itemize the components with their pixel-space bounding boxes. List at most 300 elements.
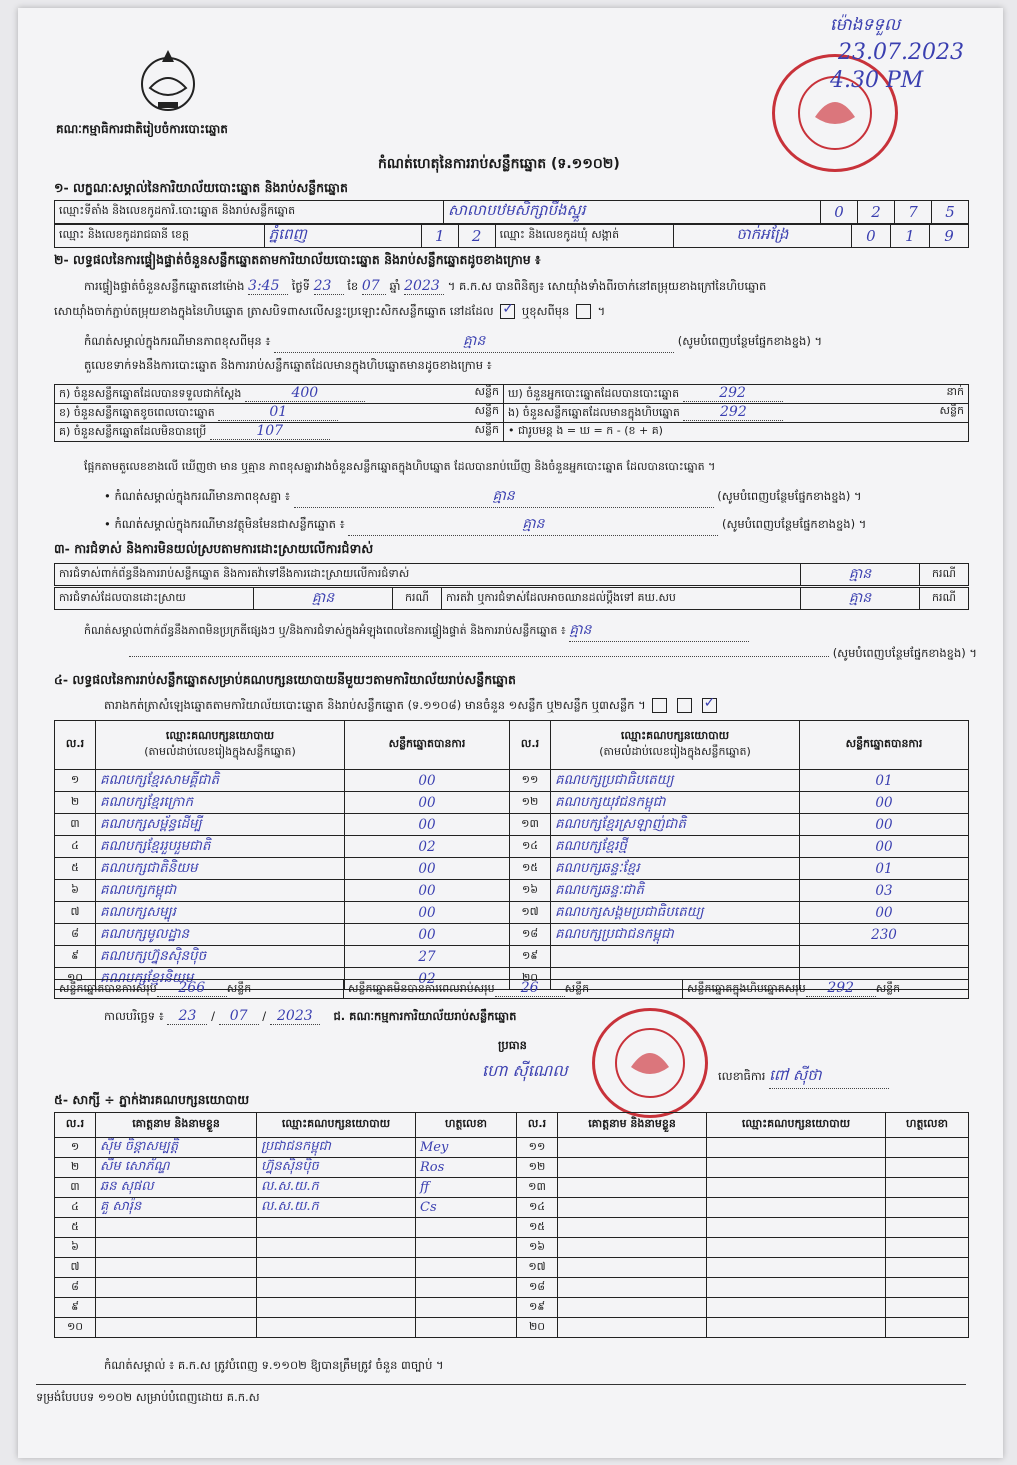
witness-signature (416, 1278, 517, 1298)
col-name: គោត្តនាម និងនាមខ្លួន (558, 1113, 707, 1138)
value: 266 (157, 980, 227, 997)
witness-party (707, 1298, 886, 1318)
witness-party (707, 1238, 886, 1258)
row-no: ១៣ (517, 1178, 558, 1198)
table-row (55, 946, 969, 968)
row-no: ១៤ (510, 836, 551, 858)
text: (សូមបំពេញបន្ថែមផ្នែកខាងខ្នង) ។ (721, 517, 867, 531)
code-digit: 7 (895, 201, 932, 224)
signing-date: កាលបរិច្ឆេទ ៖ 23 / 07 / 2023 ជ. គណៈកម្មការការិយាល័យរាប់សន្លឹកឆ្នោត (104, 1008, 517, 1024)
table-row (55, 1298, 969, 1318)
witness-party (257, 1258, 416, 1278)
province-label: ឈ្មោះ និងលេខកូដរាជធានី ខេត្ត (55, 225, 265, 248)
text: • កំណត់សម្គាល់ក្នុងករណីមានភាពខុសគ្នា ៖ (104, 489, 290, 503)
row-no: ១០ (55, 968, 96, 990)
difference-note-value: គ្មាន (274, 331, 674, 353)
row-no: ១៧ (517, 1258, 558, 1278)
text: សោយ៉ាំងចាក់ភ្ជាប់តម្រុយខាងក្នុងនៃហិបឆ្នោត ត្រាសបិទពាសលើសន្ទះប្រឡោះសិកសន្លឹកឆ្នោត នៅដដែល (54, 304, 494, 318)
year-value: 2023 (404, 278, 444, 295)
witness-name: សឹម សោភ័ណ្ឌ (96, 1158, 257, 1178)
witness-party (707, 1178, 886, 1198)
value: 26 (495, 980, 565, 997)
text: លេខាធិការ (718, 1069, 766, 1083)
vote-count: 01 (800, 858, 969, 880)
code-digit: 2 (858, 201, 895, 224)
figure-row-a (55, 385, 504, 404)
party-name: គណបក្សសម្ព័ន្ធដើម្បី (96, 814, 345, 836)
witness-signature (416, 1258, 517, 1278)
unit: ករណី (393, 588, 442, 610)
row-no: ១១ (510, 770, 551, 792)
row-no: ២ (55, 1158, 96, 1178)
witness-signature (416, 1298, 517, 1318)
text: ឃ) ចំនួនអ្នកបោះឆ្នោតដែលបានបោះឆ្នោត (508, 387, 680, 400)
committee-stamp (592, 1008, 708, 1118)
witness-name (96, 1238, 257, 1258)
time-value: 3:45 (248, 278, 288, 295)
value: 07 (219, 1008, 259, 1025)
witness-name (558, 1218, 707, 1238)
row-no: ១៨ (517, 1278, 558, 1298)
text: (សូមបំពេញបន្ថែមផ្នែកខាងខ្នង) ។ (832, 646, 977, 660)
vote-count: 00 (800, 814, 969, 836)
location-table (54, 200, 969, 224)
value: 292 (806, 980, 876, 997)
vote-count (800, 946, 969, 968)
row-no: ១២ (517, 1158, 558, 1178)
witness-name (558, 1138, 707, 1158)
text: ឬខុសពីមុន (521, 304, 570, 318)
form-id: ទម្រង់បែបបទ ១១០២ សម្រាប់បំពេញដោយ គ.ក.ស (36, 1390, 260, 1404)
witness-name (558, 1318, 707, 1338)
witness-name (558, 1198, 707, 1218)
unchanged-checkbox[interactable] (500, 304, 515, 319)
party-name: គណបក្សខ្មែរស្រឡាញ់ជាតិ (551, 814, 800, 836)
unit: សន្លឹក (474, 385, 499, 398)
results-table (54, 720, 969, 990)
text: • កំណត់សម្គាល់ក្នុងករណីមានវត្ថុមិនមែនជាសន្លឹកឆ្នោត ៖ (104, 517, 345, 531)
text: (តាមលំដាប់លេខរៀងក្នុងសន្លឹកឆ្នោត) (144, 745, 296, 758)
value: គ្មាន (294, 486, 714, 508)
party-name: គណបក្សជាតិនិយម (96, 858, 345, 880)
text: ជ. គណៈកម្មការការិយាល័យរាប់សន្លឹកឆ្នោត (333, 1009, 517, 1023)
vote-count: 02 (345, 836, 510, 858)
table-row (55, 1158, 969, 1178)
witness-signature (416, 1218, 517, 1238)
figures-intro: តួលេខទាក់ទងនឹងការបោះឆ្នោត និងការរាប់សន្លឹកឆ្នោតដែលមានក្នុងហិបឆ្នោតមានដូចខាងក្រោម ៖ (84, 358, 492, 372)
party-name: គណបក្សមូលដ្ឋាន (96, 924, 345, 946)
row-no: ២០ (510, 968, 551, 990)
discrepancy-line: ផ្អែកតាមតួលេខខាងលើ ឃើញថា មាន ឬគ្មាន ភាពខុសគ្នារវាងចំនួនសន្លឹកឆ្នោតក្នុងហិបឆ្នោត ដែលបានរាប់ឃើញ និងចំនួនអ្នកបោះឆ្នោត ដែលបានបោះឆ្នោត ។ (84, 460, 716, 473)
province-table (54, 224, 969, 248)
unit: ករណី (920, 588, 969, 610)
box-total (683, 980, 969, 999)
witness-signature (886, 1178, 969, 1198)
irregularity-note (84, 620, 749, 642)
vote-count: 01 (800, 770, 969, 792)
location-value: សាលាបឋមសិក្សាបឹងស្នួរ (444, 201, 821, 224)
witness-signature (886, 1318, 969, 1338)
unit: សន្លឹក (939, 404, 964, 417)
objections-table (54, 563, 969, 586)
section-5-heading: ៥- សាក្សី ÷ ភ្នាក់ងារគណបក្សនយោបាយ (54, 1092, 250, 1107)
witness-party (707, 1318, 886, 1338)
table-row (55, 770, 969, 792)
witness-party (707, 1158, 886, 1178)
table-row (55, 836, 969, 858)
page-title: កំណត់ហេតុនៃការរាប់សន្លឹកឆ្នោត (ទ.១១០២) (378, 156, 620, 172)
foreign-object-note (104, 514, 866, 536)
vote-count: 03 (800, 880, 969, 902)
witness-table (54, 1112, 969, 1338)
party-name: គណបក្សឆន្ទៈខ្មែរ (551, 858, 800, 880)
figure-row-b (55, 404, 504, 423)
valid-total (55, 980, 344, 999)
verification-time-line (84, 278, 766, 296)
unit: សន្លឹក (564, 982, 590, 995)
code-digit: 2 (458, 225, 495, 248)
col-name: គោត្តនាម និងនាមខ្លួន (96, 1113, 257, 1138)
value: 292 (683, 385, 783, 402)
party-name: គណបក្សប្រជាធិបតេយ្យ (551, 770, 800, 792)
form-page (18, 8, 1003, 1458)
vote-count: 230 (800, 924, 969, 946)
figure-row-d (504, 385, 969, 404)
text: សន្លឹកឆ្នោតក្នុងហិបឆ្នោតសរុប (687, 982, 806, 995)
party-name: គណបក្សឆន្ទៈជាតិ (551, 880, 800, 902)
commune-value: ចាក់អង្រែ (673, 225, 851, 248)
day-value: 23 (314, 278, 344, 295)
discrepancy-note (104, 486, 862, 508)
row-no: ១ (55, 1138, 96, 1158)
row-no: ១៣ (510, 814, 551, 836)
witness-signature (886, 1298, 969, 1318)
party-name: គណបក្សហ្វ៊ុនស៊ិនប៉ិច (96, 946, 345, 968)
witness-name (558, 1238, 707, 1258)
party-name: គណបក្សកម្ពុជា (96, 880, 345, 902)
text: ឈ្មោះគណបក្សនយោបាយ (165, 729, 275, 742)
text: ក) ចំនួនសន្លឹកឆ្នោតដែលបានទទួលជាក់ស្តែង (59, 387, 242, 400)
row-no: ១៥ (517, 1218, 558, 1238)
witness-party (707, 1278, 886, 1298)
resolved-value: គ្មាន (254, 588, 393, 610)
month-value: 07 (362, 278, 386, 295)
unit: សន្លឹក (226, 982, 252, 995)
text: តារាងកត់ត្រាសំឡេងឆ្នោតតាមការិយាល័យបោះឆ្នោត និងរាប់សន្លឹកឆ្នោត (ទ.១១០៨) មានចំនួន ១សន្លឹក ឬ២សន្លឹក ឬ៣សន្លឹក ។ (104, 698, 646, 712)
text: ឆ្នាំ (389, 279, 401, 293)
invalid-total (344, 980, 683, 999)
value: គ្មាន (569, 620, 749, 642)
table-row (55, 1318, 969, 1338)
party-name: គណបក្សខ្មែរក្រោក (96, 792, 345, 814)
witness-signature (886, 1218, 969, 1238)
vote-count: 00 (345, 880, 510, 902)
text: ថ្ងៃទី (291, 279, 310, 293)
col-no: ល.រ (55, 1113, 96, 1138)
witness-party: ប្រជាជនកម្ពុជា (257, 1138, 416, 1158)
row-no: ២ (55, 792, 96, 814)
code-digit: 0 (821, 201, 858, 224)
table-row (55, 792, 969, 814)
table-row (55, 1138, 969, 1158)
objection-label: ការជំទាស់ពាក់ព័ន្ធនឹងការរាប់សន្លឹកឆ្នោត និងការតវ៉ាទៅនឹងការដោះស្រាយលើការជំទាស់ (55, 564, 801, 586)
org-name: គណៈកម្មាធិការជាតិរៀបចំការបោះឆ្នោត (56, 122, 228, 136)
witness-party: ល.ស.យ.ក (257, 1178, 416, 1198)
witness-signature: Mey (416, 1138, 517, 1158)
section-1-heading: ១- លក្ខណៈសម្គាល់នៃការិយាល័យបោះឆ្នោត និងរាប់សន្លឹកឆ្នោត (54, 180, 348, 195)
value: 2023 (270, 1008, 320, 1025)
vote-count: 00 (345, 814, 510, 836)
code-digit: 0 (851, 225, 890, 248)
col-votes: សន្លឹកឆ្នោតបានការ (345, 721, 510, 770)
witness-signature (886, 1258, 969, 1278)
footnote: កំណត់សម្គាល់ ៖ គ.ក.ស ត្រូវបំពេញ ទ.១១០២ ឱ្យបានត្រឹមត្រូវ ចំនួន ៣ច្បាប់ ។ (104, 1358, 444, 1372)
text: ខែ (347, 279, 359, 293)
row-no: ៧ (55, 1258, 96, 1278)
party-name: គណបក្សយុវជនកម្ពុជា (551, 792, 800, 814)
witness-party (257, 1238, 416, 1258)
section-3-heading: ៣- ការជំទាស់ និងការមិនយល់ស្របតាមការដោះស្រាយលើការជំទាស់ (54, 541, 374, 556)
one-sheet-checkbox[interactable] (652, 698, 667, 713)
received-date: 23.07.2023 (838, 40, 964, 65)
difference-note-line (84, 331, 984, 353)
text: (តាមលំដាប់លេខរៀងក្នុងសន្លឹកឆ្នោត) (599, 745, 751, 758)
province-value: ភ្នំពេញ (264, 225, 421, 248)
witness-name: ឆន សុផល (96, 1178, 257, 1198)
row-no: ៤ (55, 1198, 96, 1218)
table-row (55, 1278, 969, 1298)
witness-signature (886, 1138, 969, 1158)
appeal-value: គ្មាន (801, 588, 920, 610)
vote-count: 00 (345, 902, 510, 924)
chair-label: ប្រធាន (498, 1038, 527, 1052)
objection-value: គ្មាន (801, 564, 920, 586)
witness-name (96, 1218, 257, 1238)
row-no: ៥ (55, 1218, 96, 1238)
witness-signature (886, 1158, 969, 1178)
row-no: ១ (55, 770, 96, 792)
row-no: ១៩ (517, 1298, 558, 1318)
text: កាលបរិច្ឆេទ ៖ (104, 1009, 164, 1023)
table-row (55, 1258, 969, 1278)
row-no: ៤ (55, 836, 96, 858)
witness-signature (886, 1278, 969, 1298)
row-no: ៥ (55, 858, 96, 880)
witness-party: ល.ស.យ.ក (257, 1198, 416, 1218)
vote-count: 00 (345, 770, 510, 792)
table-row (55, 858, 969, 880)
location-label: ឈ្មោះទីតាំង និងលេខកូដការិ.បោះឆ្នោត និងរាប់សន្លឹកឆ្នោត (55, 201, 444, 224)
witness-name (96, 1278, 257, 1298)
code-digit: 1 (421, 225, 458, 248)
formula: • ជារូបមន្ត ង = ឃ = ក - (ខ + គ) (504, 423, 969, 442)
row-no: ៧ (55, 902, 96, 924)
witness-name (558, 1158, 707, 1178)
col-sign: ហត្ថលេខា (416, 1113, 517, 1138)
totals-table (54, 979, 969, 999)
value: គ្មាន (348, 514, 718, 536)
row-no: ៨ (55, 1278, 96, 1298)
party-name: គណបក្សប្រជាជនកម្ពុជា (551, 924, 800, 946)
row-no: ១៩ (510, 946, 551, 968)
row-no: ១៦ (517, 1238, 558, 1258)
section-2-heading: ២- លទ្ធផលនៃការផ្ទៀងផ្ទាត់ចំនួនសន្លឹកឆ្នោតតាមការិយាល័យបោះឆ្នោត និងរាប់សន្លឹកឆ្នោតដូចខាងក្រោម ៖ (54, 252, 541, 267)
row-no: ១៦ (510, 880, 551, 902)
objections-table-2 (54, 587, 969, 610)
witness-signature (416, 1238, 517, 1258)
section-4-heading: ៤- លទ្ធផលនៃការរាប់សន្លឹកឆ្នោតសម្រាប់គណបក្សនយោបាយនីមួយៗតាមការិយាល័យរាប់សន្លឹកឆ្នោត (54, 672, 516, 687)
seal-check-line: សោយ៉ាំងចាក់ភ្ជាប់តម្រុយខាងក្នុងនៃហិបឆ្នោត ត្រាសបិទពាសលើសន្ទះប្រឡោះសិកសន្លឹកឆ្នោត នៅដដែល ✓ ឬខុសពីមុន ។ (54, 304, 605, 321)
row-no: ១៥ (510, 858, 551, 880)
table-row (55, 1198, 969, 1218)
code-digit: 5 (932, 201, 969, 224)
vote-count: 00 (800, 836, 969, 858)
vote-count: 27 (345, 946, 510, 968)
witness-party (257, 1318, 416, 1338)
witness-party (707, 1138, 886, 1158)
secretary-signature: ពៅ ស៊ីថា (769, 1066, 889, 1089)
blank-line (129, 656, 829, 657)
received-time: 4.30 PM (830, 68, 924, 93)
row-no: ១៧ (510, 902, 551, 924)
code-digit: 1 (890, 225, 929, 248)
row-no: ៩ (55, 1298, 96, 1318)
col-no: ល.រ (55, 721, 96, 770)
witness-party (257, 1298, 416, 1318)
fill-note (84, 646, 977, 663)
value: 400 (245, 385, 365, 402)
party-name: គណបក្សសម្បុរ (96, 902, 345, 924)
value: 107 (210, 423, 330, 440)
col-sign: ហត្ថលេខា (886, 1113, 969, 1138)
unit: នាក់ (946, 385, 964, 398)
text: សន្លឹកឆ្នោតមិនបានការពេលរាប់សរុប (348, 982, 495, 995)
witness-name (558, 1298, 707, 1318)
witness-party (257, 1278, 416, 1298)
party-name: គណបក្សខ្មែរនិយម (96, 968, 345, 990)
col-party: ឈ្មោះគណបក្សនយោបាយ (707, 1113, 886, 1138)
witness-signature (886, 1198, 969, 1218)
witness-name (558, 1178, 707, 1198)
text: កំណត់សម្គាល់ពាក់ព័ន្ធនឹងភាពមិនប្រក្រតីផ្សេងៗ ឬ/និងការជំទាស់ក្នុងអំឡុងពេលនៃការផ្ទៀងផ្ទាត់ និងការរាប់សន្លឹកឆ្នោត ៖ (84, 624, 566, 637)
row-no: ១០ (55, 1318, 96, 1338)
witness-signature: Cs (416, 1198, 517, 1218)
col-votes: សន្លឹកឆ្នោតបានការ (800, 721, 969, 770)
row-no: ១២ (510, 792, 551, 814)
party-name (551, 946, 800, 968)
text: (សូមបំពេញបន្ថែមផ្នែកខាងខ្នង) ។ (677, 334, 823, 348)
witness-signature (416, 1318, 517, 1338)
two-sheet-checkbox[interactable] (677, 698, 692, 713)
text: ខ) ចំនួនសន្លឹកឆ្នោតខូចពេលបោះឆ្នោត (59, 406, 215, 419)
row-no: ២០ (517, 1318, 558, 1338)
witness-name (96, 1298, 257, 1318)
text: (សូមបំពេញបន្ថែមផ្នែកខាងខ្នង) ។ (717, 489, 862, 503)
col-no: ល.រ (517, 1113, 558, 1138)
text: ឈ្មោះគណបក្សនយោបាយ (620, 729, 730, 742)
text: ។ គ.ក.ស បានពិនិត្យ៖ សោយ៉ាំងទាំងពីរចាក់នៅតម្រុយខាងក្រៅនៃហិបឆ្នោត (447, 279, 767, 293)
emblem-icon (136, 44, 200, 116)
table-row (55, 1178, 969, 1198)
table-row (55, 1218, 969, 1238)
secretary-line (718, 1066, 889, 1089)
witness-signature: ff (416, 1178, 517, 1198)
text: កំណត់សម្គាល់ក្នុងករណីមានភាពខុសពីមុន ៖ (84, 334, 271, 348)
text: គ) ចំនួនសន្លឹកឆ្នោតដែលមិនបានប្រើ (59, 425, 207, 438)
value: 23 (167, 1008, 207, 1025)
table-row (55, 814, 969, 836)
unit: សន្លឹក (474, 423, 499, 436)
value: 292 (683, 404, 783, 421)
row-no: ៩ (55, 946, 96, 968)
divider (36, 1384, 966, 1385)
value: 01 (218, 404, 338, 421)
witness-name (96, 1318, 257, 1338)
col-party (96, 721, 345, 770)
figure-row-e (504, 404, 969, 423)
table-row (55, 1238, 969, 1258)
unit: សន្លឹក (474, 404, 499, 417)
vote-count: 00 (345, 858, 510, 880)
witness-party (257, 1218, 416, 1238)
unit: ករណី (920, 564, 969, 586)
row-no: ៣ (55, 1178, 96, 1198)
figure-row-c (55, 423, 504, 442)
vote-count: 00 (800, 902, 969, 924)
witness-name (558, 1258, 707, 1278)
witness-name (558, 1278, 707, 1298)
vote-count: 00 (800, 792, 969, 814)
changed-checkbox[interactable] (576, 304, 591, 319)
row-no: ៦ (55, 880, 96, 902)
text: ង) ចំនួនសន្លឹកឆ្នោតដែលមានក្នុងហិបឆ្នោត (508, 406, 680, 419)
col-party: ឈ្មោះគណបក្សនយោបាយ (257, 1113, 416, 1138)
witness-party (707, 1198, 886, 1218)
witness-name: គួ សារ៉ុន (96, 1198, 257, 1218)
col-party (551, 721, 800, 770)
witness-party: ហ្វ៊ុនស៊ិនប៉ិច (257, 1158, 416, 1178)
witness-signature (886, 1238, 969, 1258)
row-no: ៦ (55, 1238, 96, 1258)
resolved-label: ការជំទាស់ដែលបានដោះស្រាយ (55, 588, 254, 610)
unit: សន្លឹក (875, 982, 901, 995)
table-row (55, 902, 969, 924)
tally-sheet-line (104, 698, 720, 715)
row-no: ៣ (55, 814, 96, 836)
row-no: ៨ (55, 924, 96, 946)
text: ការផ្ទៀងផ្ទាត់ចំនួនសន្លឹកឆ្នោតនៅម៉ោង (84, 279, 245, 293)
text: សន្លឹកឆ្នោតបានការសរុប (59, 982, 157, 995)
chair-signature: ហោ ស៊ីណេល (482, 1061, 568, 1080)
witness-party (707, 1258, 886, 1278)
table-row (55, 924, 969, 946)
figures-table (54, 384, 969, 442)
received-time-label: ម៉ោងទទួល (830, 15, 901, 35)
party-name: គណបក្សខ្មែរថ្មី (551, 836, 800, 858)
three-sheet-checkbox[interactable] (702, 698, 717, 713)
party-name: គណបក្សខ្មែររួបរួមជាតិ (96, 836, 345, 858)
code-digit: 9 (929, 225, 968, 248)
vote-count: 00 (345, 792, 510, 814)
table-row (55, 880, 969, 902)
vote-count: 02 (345, 968, 510, 990)
party-name: គណបក្សខ្មែរសាមគ្គីជាតិ (96, 770, 345, 792)
witness-name (96, 1258, 257, 1278)
row-no: ១៤ (517, 1198, 558, 1218)
party-name: គណបក្សសង្គមប្រជាធិបតេយ្យ (551, 902, 800, 924)
col-no: ល.រ (510, 721, 551, 770)
appeal-label: ការតវ៉ា ឬការជំទាស់ដែលអាចឈានដល់ប្ដឹងទៅ គឃ.សប (442, 588, 801, 610)
